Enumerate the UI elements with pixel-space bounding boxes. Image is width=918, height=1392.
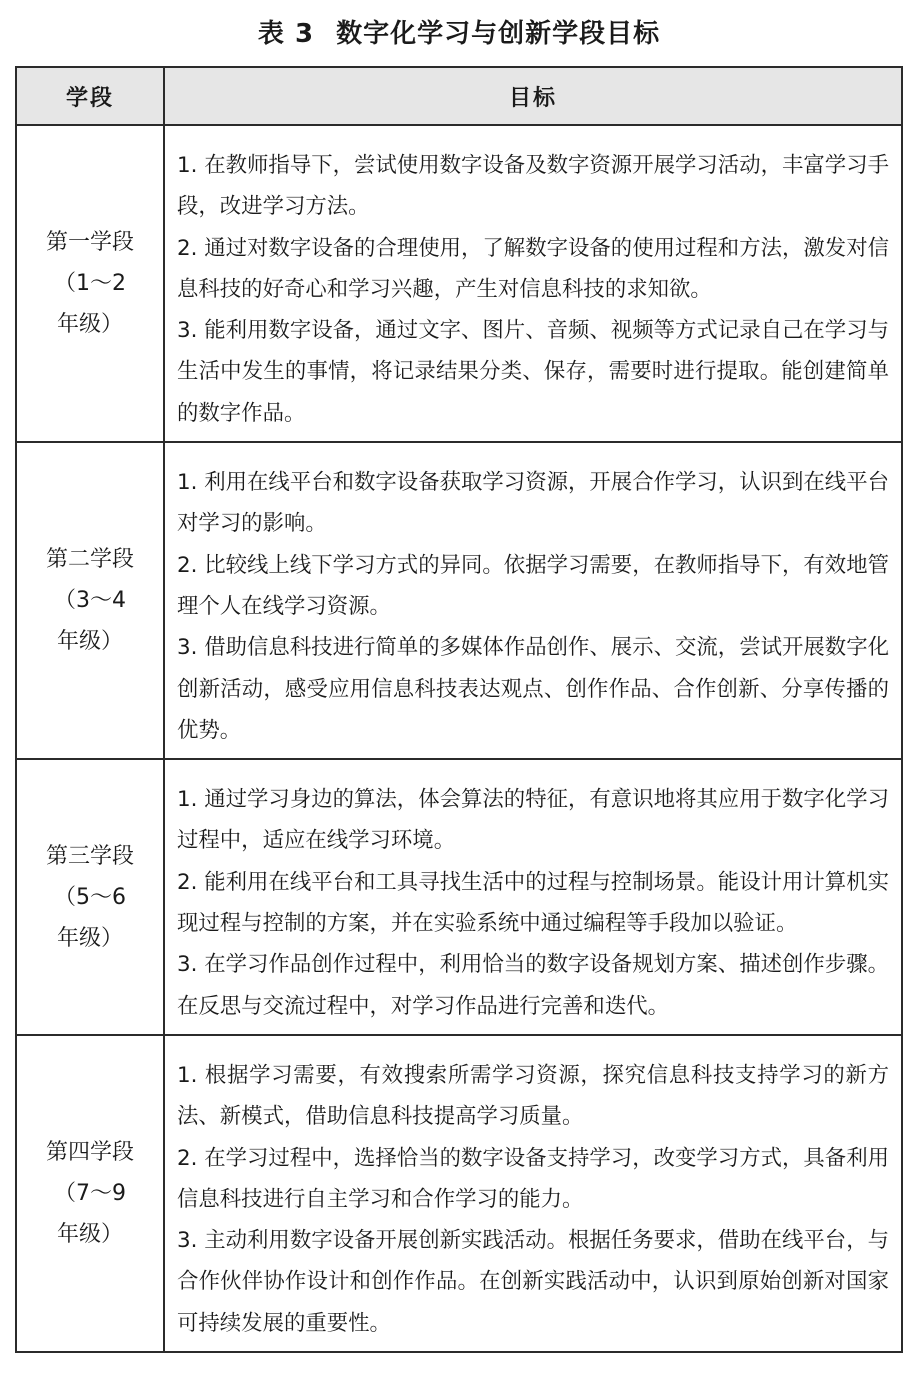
stage-name: 第四学段 [45,1139,134,1165]
header-stage: 学段 [16,67,164,125]
grade-suffix: 年级） [56,925,123,951]
goals-cell [164,1035,902,1352]
goal-item: 3. 能利用数字设备，通过文字、图片、音频、视频等方式记录自己在学习与生活中发生的事情，将记录结果分类、保存，需要时进行提取。能创建简单的数字作品。 [177,318,889,426]
goal-item: 1. 通过学习身边的算法，体会算法的特征，有意识地将其应用于数字化学习过程中，适应在线学习环境。 [177,787,889,854]
stage-name: 第二学段 [45,547,134,573]
grade-range: （5～6 [54,884,126,910]
goal-item: 3. 主动利用数字设备开展创新实践活动。根据任务要求，借助在线平台，与合作伙伴协作设计和创作作品。在创新实践活动中，认识到原始创新对国家可持续发展的重要性。 [177,1228,889,1336]
table-number: 表 3 [257,19,315,49]
stage-name: 第三学段 [45,843,134,869]
grade-suffix: 年级） [56,312,123,338]
goal-item: 3. 借助信息科技进行简单的多媒体作品创作、展示、交流，尝试开展数字化创新活动，感受应用信息科技表达观点、创作作品、合作创新、分享传播的优势。 [177,635,889,743]
stage-cell [16,1035,164,1352]
stage-cell [16,442,164,759]
grade-range: （3～4 [54,588,126,614]
header-row [16,67,902,125]
goal-item: 1. 在教师指导下，尝试使用数字设备及数字资源开展学习活动，丰富学习手段，改进学习方法。 [177,153,889,220]
grade-suffix: 年级） [56,629,123,655]
grade-range: （1～2 [54,271,126,297]
goals-cell [164,759,902,1035]
table-row-stage-4 [16,1035,902,1352]
grade-suffix: 年级） [56,1221,123,1247]
stage-cell [16,125,164,442]
goal-item: 2. 通过对数字设备的合理使用，了解数字设备的使用过程和方法，激发对信息科技的好奇心和学习兴趣，产生对信息科技的求知欲。 [177,235,889,302]
goals-cell [164,442,902,759]
table-row-stage-1 [16,125,902,442]
stage-goals-table [15,66,903,1353]
goal-item: 1. 利用在线平台和数字设备获取学习资源，开展合作学习，认识到在线平台对学习的影响。 [177,470,889,537]
table-row-stage-2 [16,442,902,759]
goal-item: 2. 在学习过程中，选择恰当的数字设备支持学习，改变学习方式，具备利用信息科技进行自主学习和合作学习的能力。 [177,1145,889,1212]
stage-cell [16,759,164,1035]
goal-item: 2. 能利用在线平台和工具寻找生活中的过程与控制场景。能设计用计算机实现过程与控制的方案，并在实验系统中通过编程等手段加以验证。 [177,869,889,937]
table-title: 数字化学习与创新学段目标 [336,19,661,49]
stage-name: 第一学段 [45,230,134,256]
goal-item: 1. 根据学习需要，有效搜索所需学习资源，探究信息科技支持学习的新方法、新模式，借助信息科技提高学习质量。 [177,1062,889,1130]
table-caption [0,14,918,54]
header-goals: 目标 [164,67,902,125]
goals-cell [164,125,902,442]
goal-item: 3. 在学习作品创作过程中，利用恰当的数字设备规划方案、描述创作步骤。在反思与交流过程中，对学习作品进行完善和迭代。 [177,952,889,1019]
grade-range: （7～9 [54,1180,126,1206]
table-row-stage-3 [16,759,902,1035]
goal-item: 2. 比较线上线下学习方式的异同。依据学习需要，在教师指导下，有效地管理个人在线学习资源。 [177,552,889,619]
